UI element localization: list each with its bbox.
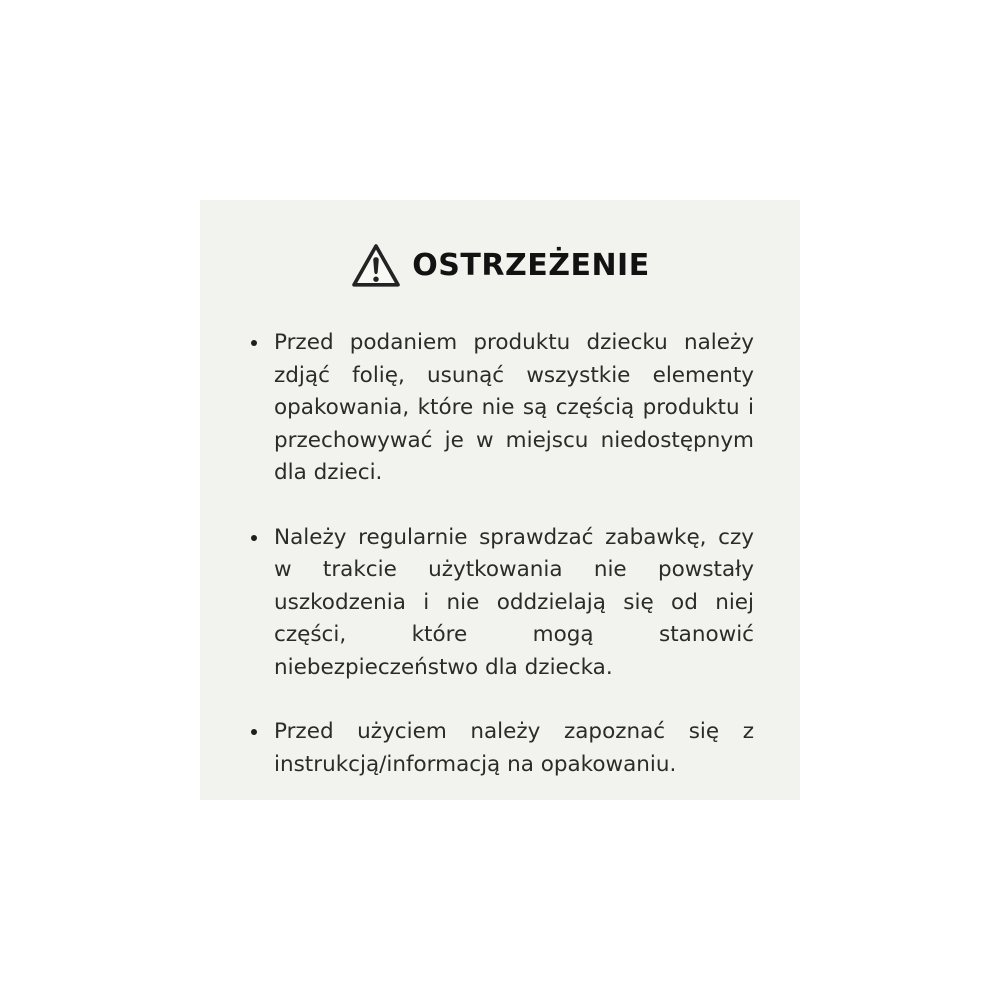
- warning-header: [246, 242, 754, 290]
- warning-title: OSTRZEŻENIE: [412, 248, 650, 283]
- warning-list-item: • Przed podaniem produktu dziecku należy zdjąć folię, usunąć wszystkie elementy opakowania, które nie są częścią produktu i przechowywać je w miejscu niedostępnym dla dzieci.: [270, 326, 754, 490]
- warning-list-item: • Należy regularnie sprawdzać zabawkę, czy w trakcie użytkowania nie powstały uszkodzenia i nie oddzielają się od niej części, które mogą stanowić niebezpieczeństwo dla dziecka.: [270, 521, 754, 685]
- warning-list-item: • Przed użyciem należy zapoznać się z instrukcją/informacją na opakowaniu.: [270, 715, 754, 781]
- warning-list: [246, 326, 754, 781]
- warning-card: [200, 200, 800, 800]
- warning-triangle-icon: [350, 242, 402, 290]
